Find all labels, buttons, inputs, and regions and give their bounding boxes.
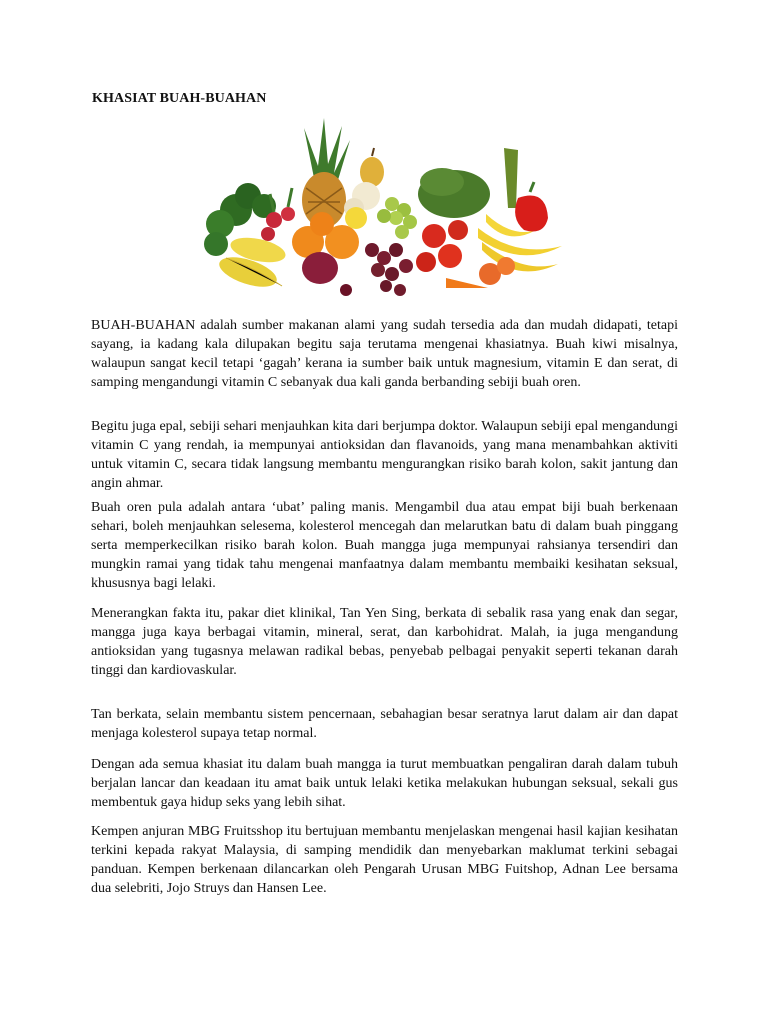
green-grapes xyxy=(377,197,417,239)
paragraph: Tan berkata, selain membantu sistem pencernaan, sebahagian besar seratnya larut dalam air dan dapat menjaga kolesterol supaya tetap normal. xyxy=(91,707,678,741)
paragraph: Dengan ada semua khasiat itu dalam buah mangga ia turut membuatkan pengaliran darah dalam tubuh berjalan lancar dan keadaan itu amat baik untuk lelaki ketika melakukan hubungan seksual, sekali gus membentuk gaya hidup seks yang lebih sihat. xyxy=(91,757,678,810)
paragraph: Buah oren pula adalah antara ‘ubat’ paling manis. Mengambil dua atau empat biji buah berkenaan sehari, boleh menjauhkan selesema, kolesterol mencegah dan melarutkan batu di dalam buah pinggang serta memperkecilkan risiko barah kolon. Buah mangga juga mempunyai rahsianya tersendiri dan mungkin ramai yang tidak tahu mengenai manfaatnya dalam membantu membaiki kesihatan seksual, khususnya bagi lelaki. xyxy=(91,500,678,591)
paragraph: Menerangkan fakta itu, pakar diet klinikal, Tan Yen Sing, berkata di sebalik rasa yang enak dan segar, mangga juga kaya berbagai vitamin, mineral, serat, dan karbohidrat. Malah, ia juga mengandung antioksidan yang tugasnya melawan radikal bebas, penyebab pelbagai penyakit seperti tekanan darah tinggi dan kardiovaskular. xyxy=(91,606,678,678)
lemon xyxy=(345,207,367,229)
red-grapes xyxy=(365,243,413,296)
red-pepper xyxy=(515,182,548,232)
paragraph: Begitu juga epal, sebiji sehari menjauhkan kita dari berjumpa doktor. Walaupun sebiji epal mengandungi vitamin C yang rendah, ia mempunyai antioksidan dan flavanoids, yang mana menambahkan aktiviti untuk vitamin C, secara tidak langsung membantu mengurangkan risiko barah kolon, sakit jantung dan angin ahmar. xyxy=(91,419,678,491)
paragraph: Kempen anjuran MBG Fruitsshop itu bertujuan membantu menjelaskan mengenai hasil kajian kesihatan terkini kepada rakyat Malaysia, di samping mendidik dan menyebarkan maklumat terkini sebagai panduan. Kempen berkenaan dilancarkan oleh Pengarah Urusan MBG Fuitshop, Adnan Lee bersama dua selebriti, Jojo Struys dan Hansen Lee. xyxy=(91,824,678,896)
paragraph: BUAH-BUAHAN adalah sumber makanan alami yang sudah tersedia ada dan mudah didapati, tetapi sayang, ia kadang kala dilupakan begitu saja terutama mengenai khasiatnya. Buah kiwi misalnya, walaupun sangat kecil tetapi ‘gagah’ kerana ia sumber baik untuk magnesium, vitamin E dan serat, di samping mengandungi vitamin C sebanyak dua kali ganda berbanding sebiji buah oren. xyxy=(91,318,678,390)
pineapple xyxy=(302,118,350,228)
lettuce xyxy=(418,168,490,218)
fruits-vegetables-illustration xyxy=(196,118,576,306)
document-title: KHASIAT BUAH-BUAHAN xyxy=(92,91,267,106)
leek xyxy=(504,148,518,208)
pear xyxy=(360,148,384,187)
tomatoes xyxy=(416,220,468,272)
